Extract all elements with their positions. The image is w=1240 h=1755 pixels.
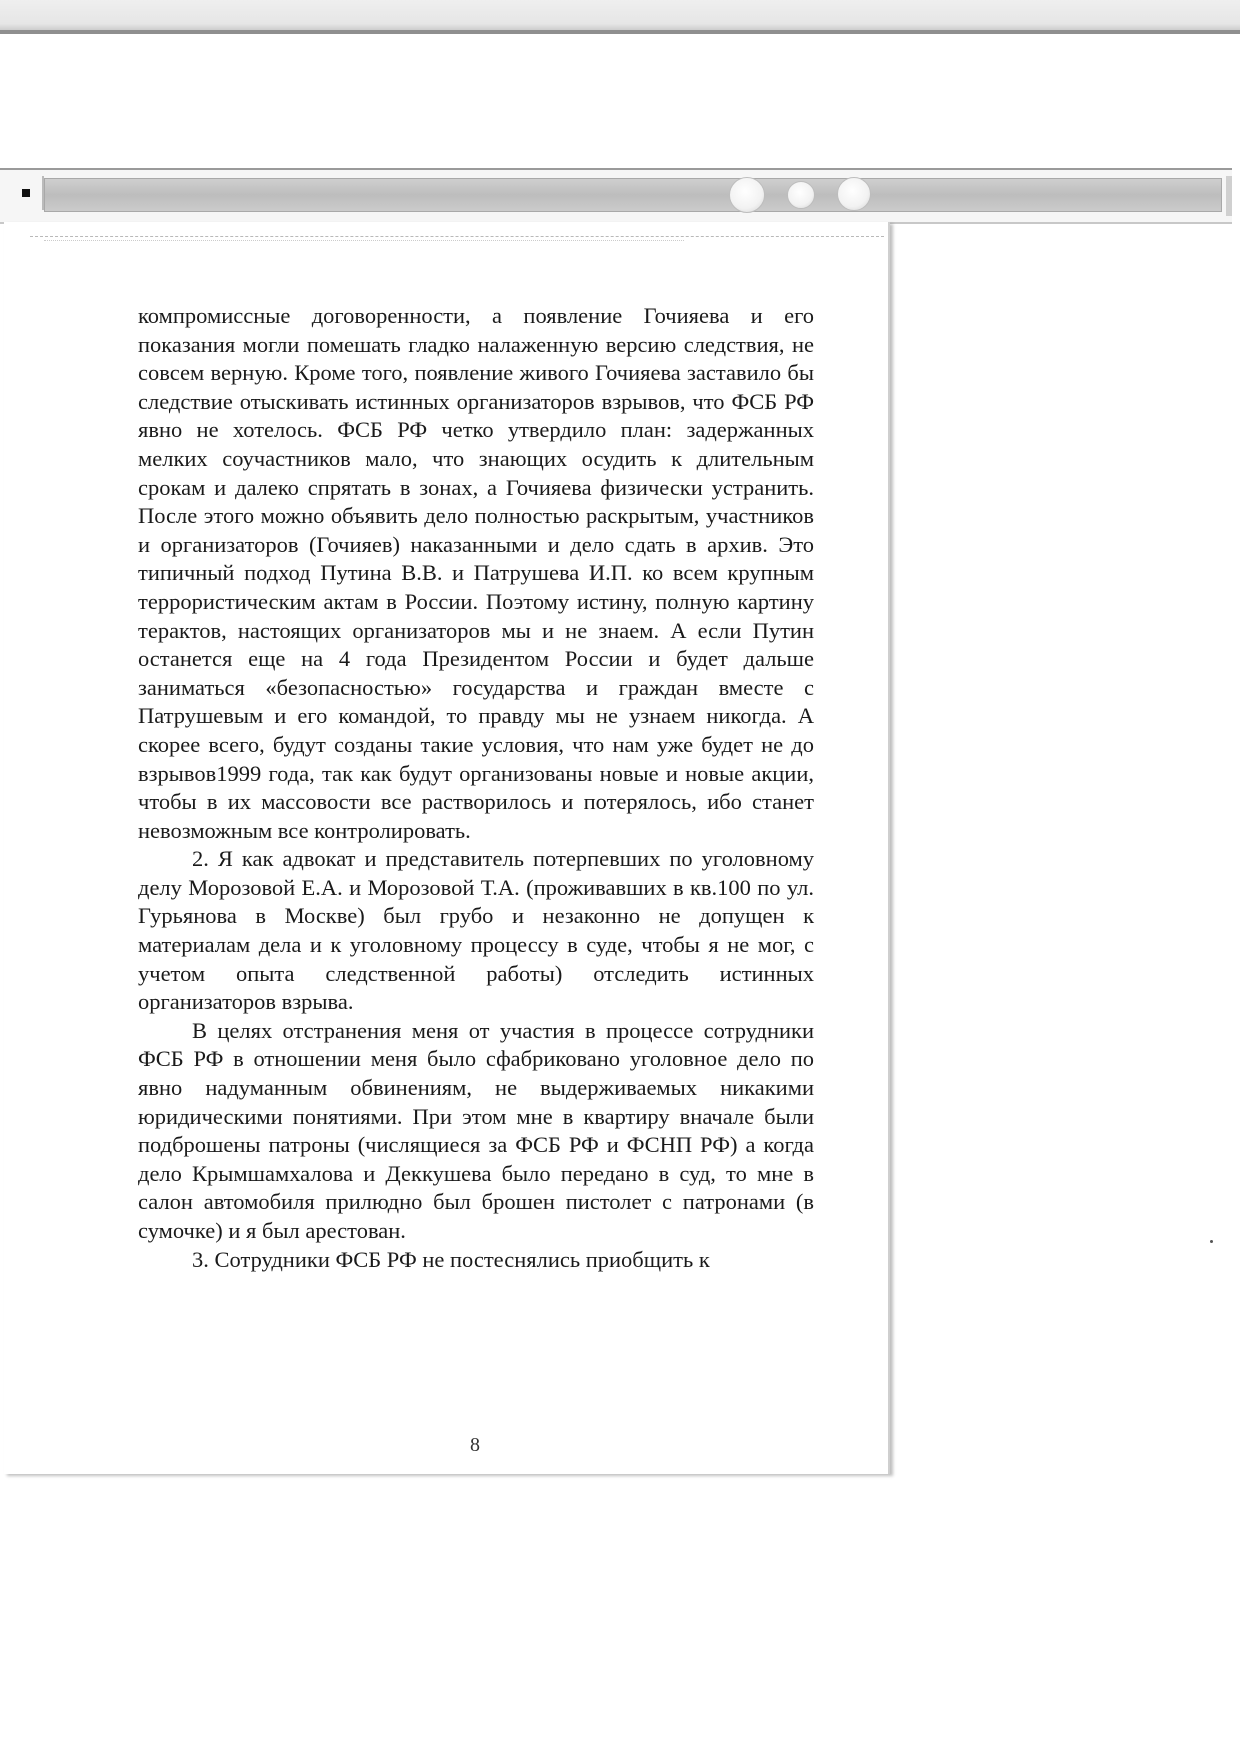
binder-hole	[729, 177, 765, 213]
binder-bar	[44, 178, 1222, 212]
page-number: 8	[470, 1434, 480, 1456]
binder-hole	[837, 177, 871, 211]
binder-hole	[787, 181, 815, 209]
document-body	[138, 302, 814, 1274]
binder-end	[1226, 176, 1232, 216]
paragraph: 3. Сотрудники ФСБ РФ не постеснялись приобщить к	[192, 1246, 710, 1272]
document-page	[4, 222, 890, 1474]
scan-speck	[1210, 1240, 1213, 1243]
binder-marker-square	[22, 189, 30, 197]
page-top-edge	[30, 236, 884, 237]
binder-clip	[0, 168, 1232, 224]
page-top-edge-faint	[44, 240, 684, 241]
scanner-edge-line	[0, 30, 1240, 34]
scanner-top-edge	[0, 0, 1240, 34]
paragraph: В целях отстранения меня от участия в процессе сотрудники ФСБ РФ в отношении меня было сфабриковано уголовное дело по явно надуманным обвинениям, не выдерживаемых никакими юридическими понятиями. При этом мне в квартиру вначале были подброшены патроны (числящиеся за ФСБ РФ и ФСНП РФ) а когда дело Крымшамхалова и Деккушева было передано в суд, то мне в салон автомобиля прилюдно был брошен пистолет с патронами (в сумочке) и я был арестован.	[138, 1017, 814, 1243]
paragraph: компромиссные договоренности, а появление Гочияева и его показания могли помешать гладко налаженную версию следствия, не совсем верную. Кроме того, появление живого Гочияева заставило бы следствие отыскивать истинных организаторов взрывов, что ФСБ РФ явно не хотелось. ФСБ РФ четко утвердило план: задержанных мелких соучастников мало, что знающих осудить к длительным срокам и далеко спрятать в зонах, а Гочияева физически устранить. После этого можно объявить дело полностью раскрытым, участников и организаторов (Гочияев) наказанными и дело сдать в архив. Это типичный подход Путина В.В. и Патрушева И.П. ко всем крупным террористическим актам в России. Поэтому истину, полную картину терактов, настоящих организаторов мы и не знаем. А если Путин останется еще на 4 года Президентом России и будет дальше заниматься «безопасностью» государства и граждан вместе с Патрушевым и его командой, то правду мы не узнаем никогда. А скорее всего, будут созданы такие условия, что нам уже будет не до взрывов1999 года, так как будут организованы новые и новые акции, чтобы в их массовости все растворилось и потерялось, ибо станет невозможным все контролировать.	[138, 303, 814, 843]
paragraph: 2. Я как адвокат и представитель потерпевших по уголовному делу Морозовой Е.А. и Морозовой Т.А. (проживавших в кв.100 по ул. Гурьянова в Москве) был грубо и незаконно не допущен к материалам дела и к уголовному процессу в суде, чтобы я не мог, с учетом опыта следственной работы) отследить истинных организаторов взрыва.	[138, 846, 814, 1015]
